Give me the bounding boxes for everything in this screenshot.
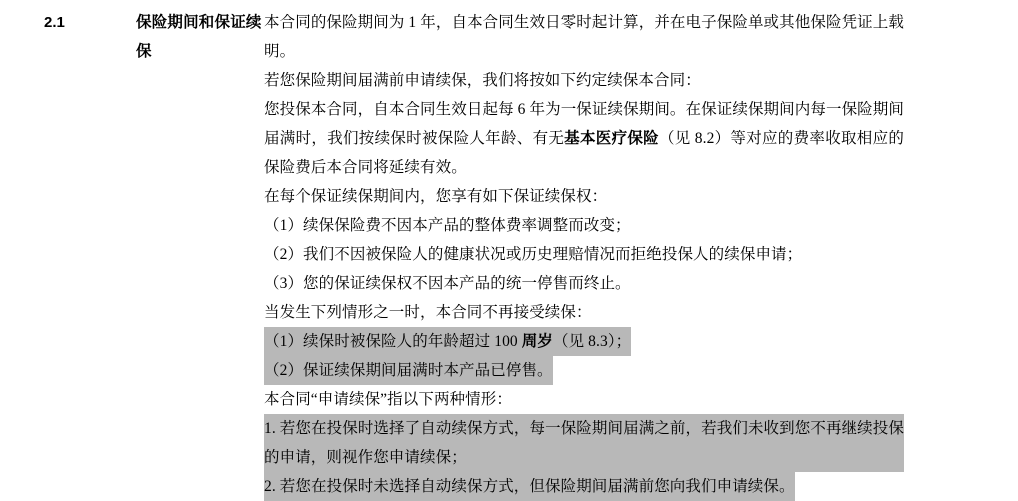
clause-2-1: [0, 8, 1018, 501]
paragraph: 本合同的保险期间为 1 年，自本合同生效日零时起计算，并在电子保险单或其他保险凭证上载明。: [264, 14, 904, 60]
paragraph-lead: 您投保本合同，自本合同生效日起每 6 年为一保证续保期间。在保证续保期间内每一保险期间届满时，我们按续保时被保险人年龄、有无: [264, 101, 904, 147]
paragraph-bold-term: 基本医疗保险: [564, 130, 659, 147]
clause-number: 2.1: [44, 14, 65, 31]
clause-title: 保险期间和保证续保: [136, 14, 262, 60]
paragraph: 在每个保证续保期间内，您享有如下保证续保权：: [264, 188, 608, 205]
highlighted-list-item: （2）保证续保期间届满时本产品已停售。: [264, 356, 553, 385]
clause-body: [264, 8, 904, 501]
list-item: （3）您的保证续保权不因本产品的统一停售而终止。: [264, 275, 631, 292]
list-item: （2）我们不因被保险人的健康状况或历史理赔情况而拒绝投保人的续保申请；: [264, 246, 803, 263]
highlight-lead: （1）续保时被保险人的年龄超过 100: [264, 333, 522, 350]
highlight-tail: （见 8.3）；: [552, 333, 632, 350]
highlighted-paragraph: 1. 若您在投保时选择了自动续保方式，每一保险期间届满之前，若我们未收到您不再继续投保的申请，则视作您申请续保；: [264, 414, 904, 472]
list-item: （1）续保保险费不因本产品的整体费率调整而改变；: [264, 217, 631, 234]
paragraph: 若您保险期间届满前申请续保，我们将按如下约定续保本合同：: [264, 72, 701, 89]
paragraph: 本合同“申请续保”指以下两种情形：: [264, 391, 512, 408]
paragraph-with-bold: [264, 95, 904, 182]
paragraph: 当发生下列情形之一时，本合同不再接受续保：: [264, 304, 592, 321]
paragraph-continuation: （见 8.2）等对应的费率收取相应的保险费后本合同将延续有效。: [264, 130, 904, 176]
highlight-bold-term: 周岁: [521, 333, 553, 350]
highlighted-list-item: [264, 327, 631, 356]
highlighted-paragraph: 2. 若您在投保时未选择自动续保方式，但保险期间届满前您向我们申请续保。: [264, 472, 795, 501]
